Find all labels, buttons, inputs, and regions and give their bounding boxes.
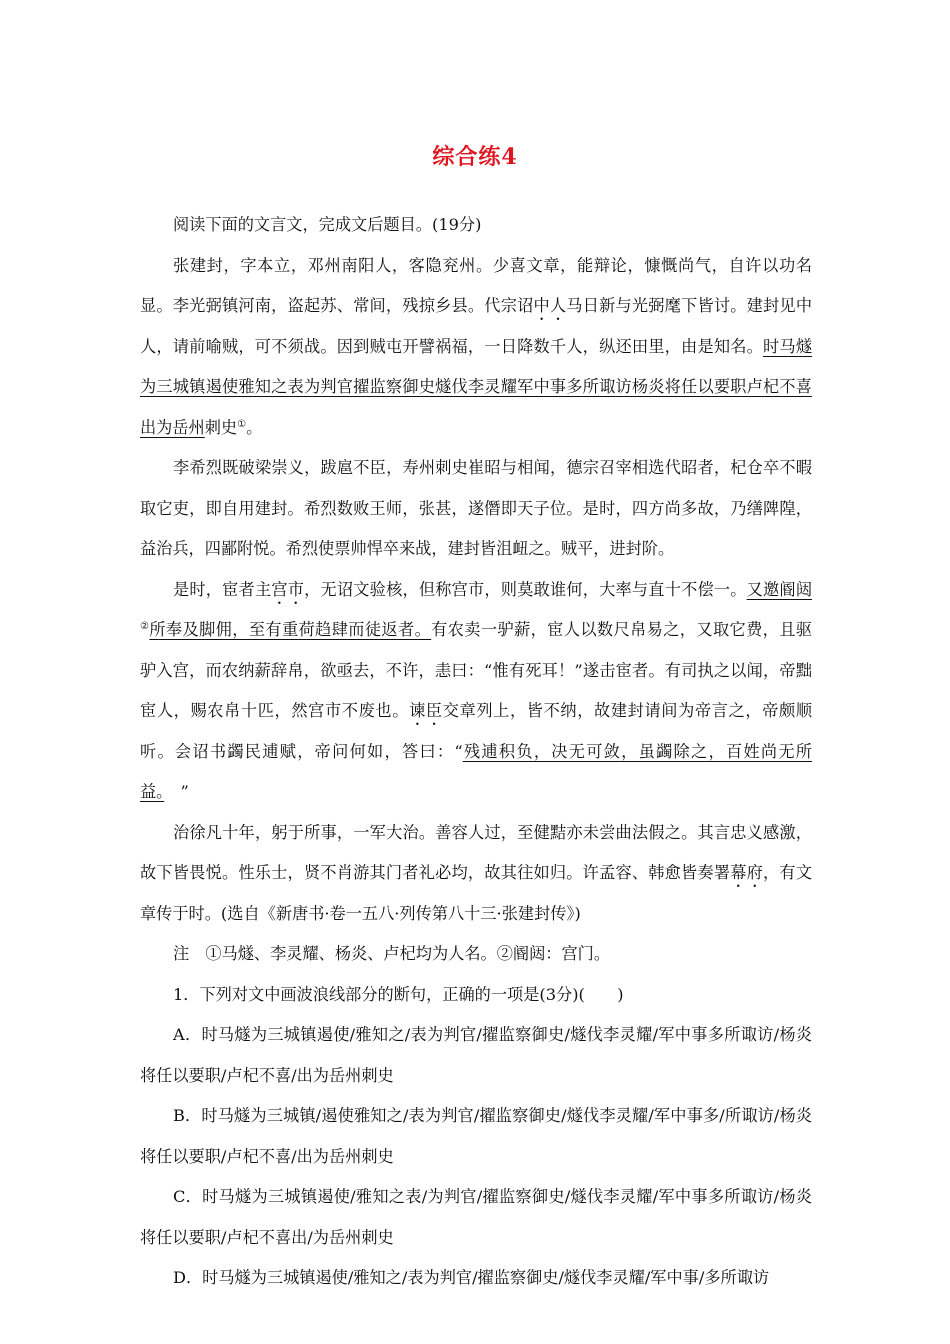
footnote-text: 注 ①马燧、李灵耀、杨炎、卢杞均为人名。②阍闼：宫门。 [173, 944, 611, 963]
text-span: 有农卖一驴薪，宦人以数尺帛易之，又取它费，且驱驴入宫，而农纳薪辞帛，欲亟去，不许，恚曰：“惟有死耳！”遂击宦者。有司执之以闻，帝黜宦人，赐农帛十匹，然宫市不废也。 [140, 620, 813, 720]
dotted-word: 幕府 [730, 863, 764, 882]
text-span: 治徐凡十年，躬于所事，一军大治。善容人过，至健黠亦未尝曲法假之。其言忠义感激，故下皆畏悦。性乐士，贤不肖游其门者礼必均，故其往如归。许孟容、韩愈皆奏署 [140, 822, 812, 882]
text-span: 交章列上，皆不纳，故建封请间为帝言之，帝颇顺听。会诏书蠲民逋赋，帝问何如，答曰：“ [140, 701, 813, 761]
passage-paragraph-1 [140, 246, 812, 449]
option-c: C．时马燧为三城镇遏使/雅知之表/为判官/擢监察御史/燧伐李灵耀/军中事多所诹访/杨炎将任以要职/卢杞不喜出/为岳州刺史 [140, 1187, 812, 1247]
underlined-sentence-1-cont: 所奉及脚佣，至有重荷趋肆而徒返者。 [149, 620, 432, 639]
text-span: ” [164, 782, 189, 801]
text-span: 是时，宦者主 [173, 579, 272, 599]
option-d: D．时马燧为三城镇遏使/雅知之/表为判官/擢监察御史/燧伐李灵耀/军中事/多所诹访 [173, 1268, 770, 1287]
instruction-text: 阅读下面的文言文，完成文后题目。(19分) [173, 215, 482, 234]
footnote-ref-2: ② [140, 621, 150, 632]
passage-paragraph-4 [140, 813, 812, 935]
dotted-word: 中人 [533, 296, 567, 315]
dotted-word: 宫市 [271, 579, 305, 599]
question-stem: 1．下列对文中画波浪线部分的断句，正确的一项是(3分)( ) [173, 984, 624, 1004]
document-body [140, 205, 812, 1299]
footnote-ref-1: ① [237, 418, 247, 430]
underlined-sentence-2: 残逋积负，决无可敛，虽蠲除之，百姓尚无所益。 [140, 741, 812, 801]
text-span: ，有文章传于时。(选自《新唐书·卷一五八·列传第八十三·张建封传》) [140, 863, 813, 923]
page-title: 综合练4 [432, 144, 518, 170]
wavy-underlined-passage: 时马燧为三城镇遏使雅知之表为判官擢监察御史燧伐李灵耀军中事多所诹访杨炎将任以要职卢杞不喜出为岳州 [140, 336, 813, 437]
text-span: 马日新与光弼麾下皆讨。建封见中人，请前喻贼，可不须战。因到贼屯开譬祸福，一日降数千人，纵还田里，由是知名。 [140, 296, 813, 356]
passage-paragraph-2: 李希烈既破梁崇义，跋扈不臣，寿州刺史崔昭与相闻，德宗召宰相选代昭者，杞仓卒不暇取它吏，即自用建封。希烈数败王师，张甚，遂僭即天子位。是时，四方尚多故，乃缮陴隍，益治兵，四鄙附悦。希烈使票帅悍卒来战，建封皆沮衄之。贼平，进封阶。 [140, 458, 812, 558]
text-span: ，无诏文验核，但称宫市，则莫敢谁何，大率与直十不偿一。 [304, 579, 747, 599]
underlined-sentence-1: 又邀阍闼 [746, 579, 813, 599]
dotted-word: 谏臣 [409, 701, 443, 720]
option-b: B．时马燧为三城镇/遏使雅知之/表为判官/擢监察御史/燧伐李灵耀/军中事多/所诹访/杨炎将任以要职/卢杞不喜/出为岳州刺史 [140, 1106, 812, 1166]
option-a: A．时马燧为三城镇遏使/雅知之/表为判官/擢监察御史/燧伐李灵耀/军中事多所诹访/杨炎将任以要职/卢杞不喜/出为岳州刺史 [140, 1025, 812, 1085]
text-span: 。 [246, 417, 263, 437]
text-span: 张建封，字本立，邓州南阳人，客隐兖州。少喜文章，能辩论，慷慨尚气，自许以功名显。李光弼镇河南，盗起苏、常间，残掠乡县。代宗诏 [140, 255, 812, 315]
text-span: 刺史 [204, 417, 238, 437]
passage-paragraph-3 [140, 570, 812, 813]
